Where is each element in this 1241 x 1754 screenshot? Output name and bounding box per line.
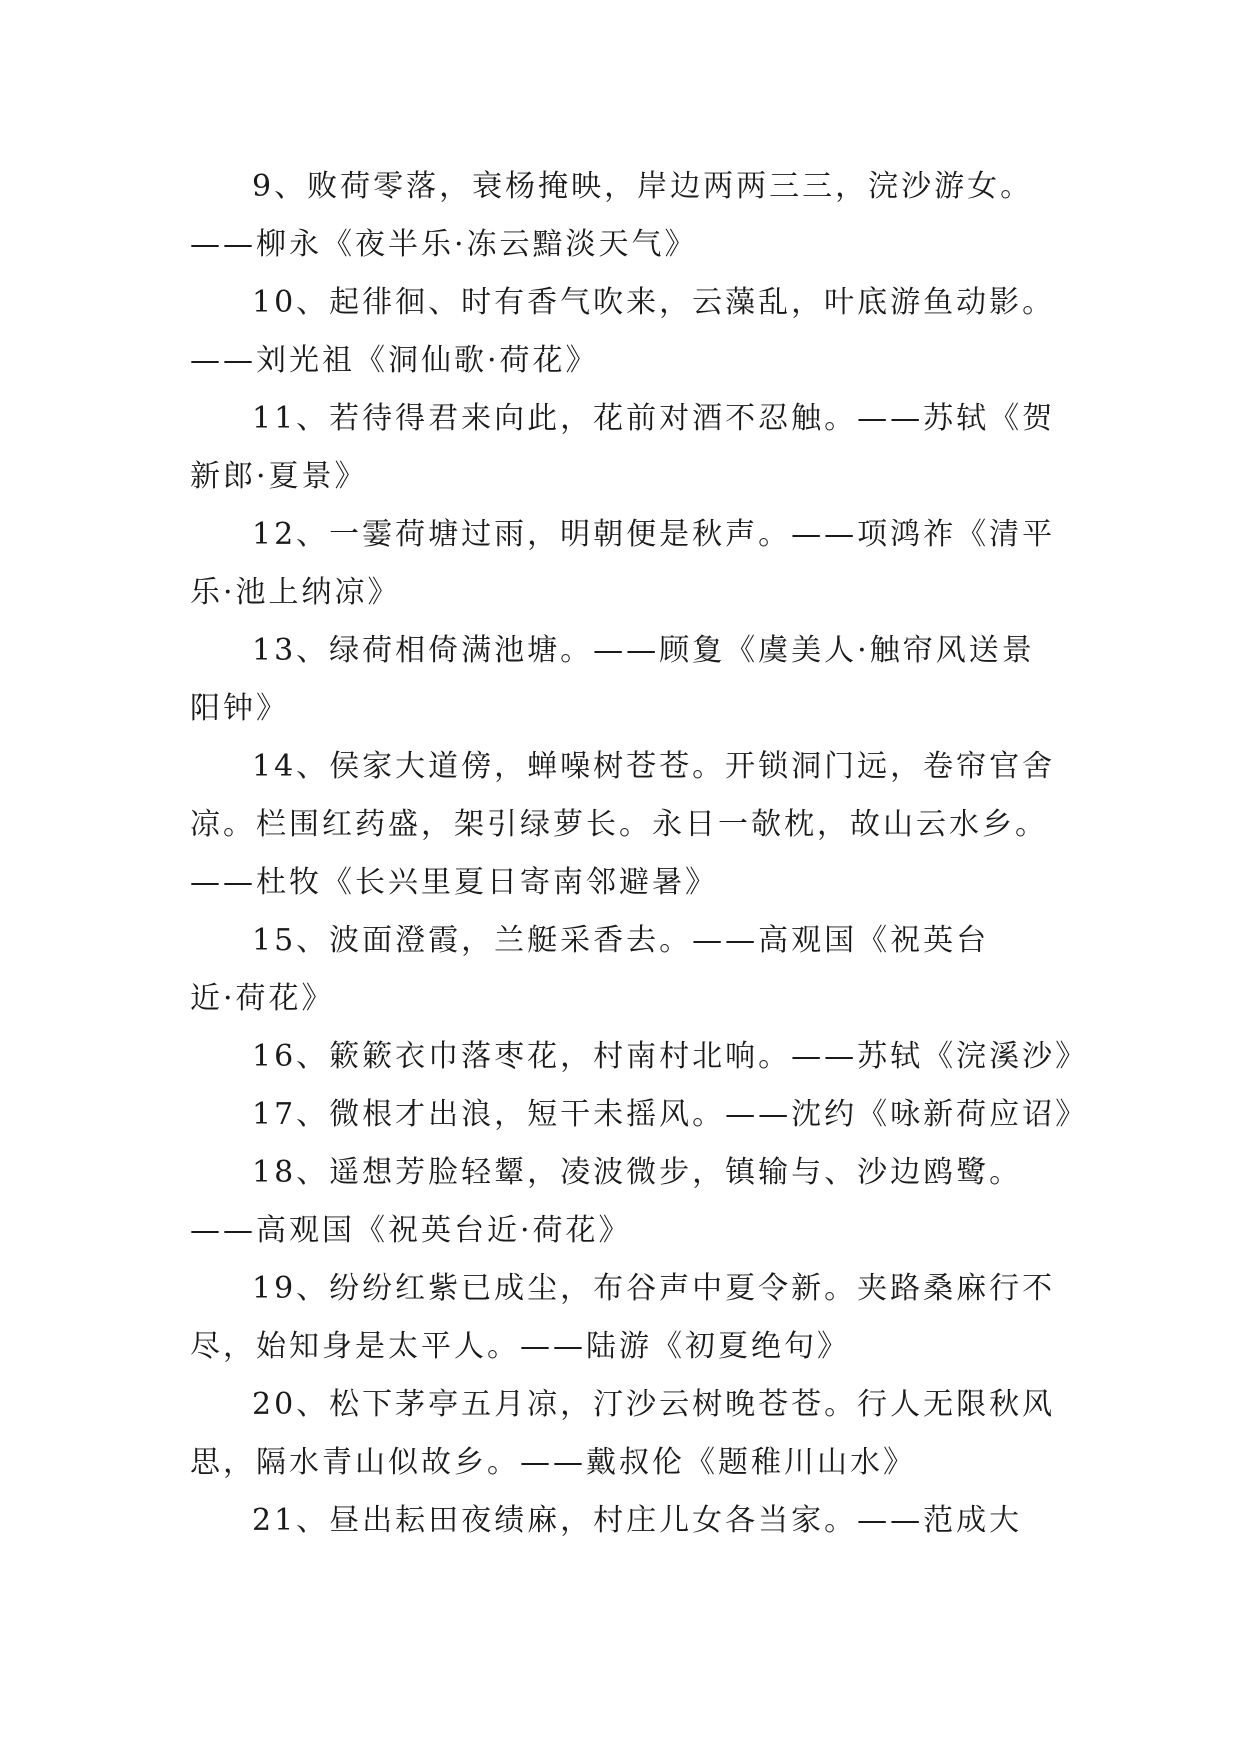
text-line: 19、纷纷红紫已成尘，布谷声中夏令新。夹路桑麻行不 [252,1271,1056,1306]
text-line: 17、微根才出浪，短干未摇风。——沈约《咏新荷应诏》 [252,1097,1089,1132]
text-line: 20、松下茅亭五月凉，汀沙云树晚苍苍。行人无限秋风 [252,1387,1056,1422]
text-line: 13、绿荷相倚满池塘。——顾夐《虞美人·触帘风送景 [252,633,1035,668]
text-line: 思，隔水青山似故乡。——戴叔伦《题稚川山水》 [190,1445,916,1480]
text-line: 阳钟》 [190,691,289,726]
text-line: 凉。栏围红药盛，架引绿萝长。永日一欹枕，故山云水乡。 [190,807,1048,842]
poem-text-body [190,158,1089,1550]
text-line: 9、败荷零落，衰杨掩映，岸边两两三三，浣沙游女。 [252,169,1034,204]
text-line: 15、波面澄霞，兰艇采香去。——高观国《祝英台 [252,923,990,958]
text-line: 10、起徘徊、时有香气吹来，云藻乱，叶底游鱼动影。 [252,285,1056,320]
text-line: 14、侯家大道傍，蝉噪树苍苍。开锁洞门远，卷帘官舍 [252,749,1056,784]
text-line: 尽，始知身是太平人。——陆游《初夏绝句》 [190,1329,850,1364]
text-line: ——刘光祖《洞仙歌·荷花》 [190,343,599,378]
text-line: ——杜牧《长兴里夏日寄南邻避暑》 [190,865,718,900]
text-line: ——高观国《祝英台近·荷花》 [190,1213,632,1248]
text-line: 11、若待得君来向此，花前对酒不忍触。——苏轼《贺 [252,401,1056,436]
text-line: 近·荷花》 [190,981,335,1016]
text-line: 16、簌簌衣巾落枣花，村南村北响。——苏轼《浣溪沙》 [252,1039,1089,1074]
text-line: 乐·池上纳凉》 [190,575,401,610]
text-line: 新郎·夏景》 [190,459,368,494]
text-line: ——柳永《夜半乐·冻云黯淡天气》 [190,227,698,262]
text-line: 12、一霎荷塘过雨，明朝便是秋声。——项鸿祚《清平 [252,517,1056,552]
text-line: 21、昼出耘田夜绩麻，村庄儿女各当家。——范成大 [252,1503,1023,1538]
text-line: 18、遥想芳脸轻颦，凌波微步，镇输与、沙边鸥鹭。 [252,1155,1023,1190]
